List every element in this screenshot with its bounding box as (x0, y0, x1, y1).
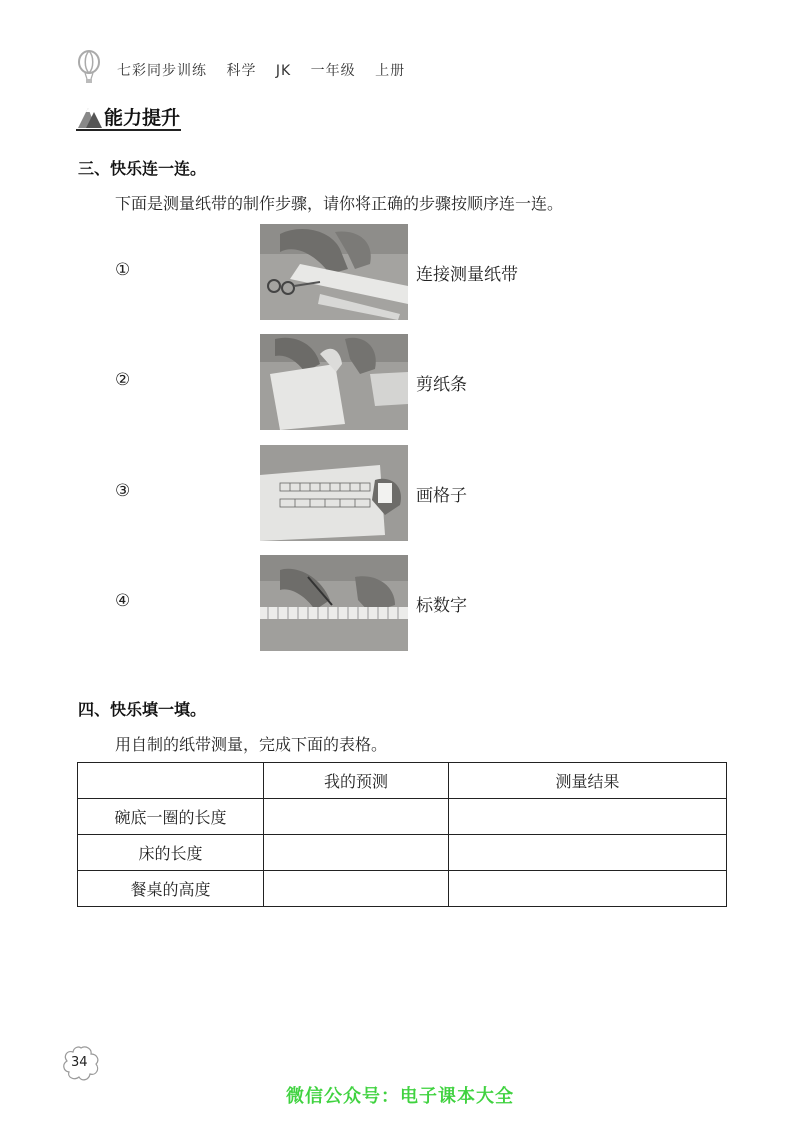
result-cell[interactable] (449, 799, 727, 835)
page-number: 34 (71, 1055, 88, 1070)
row-label-bowl: 碗底一圈的长度 (78, 799, 264, 835)
mountain-icon (76, 102, 104, 128)
header-edition: JK (275, 63, 292, 79)
row-label-table-height: 餐桌的高度 (78, 871, 264, 907)
section-title: 能力提升 (104, 107, 181, 129)
step-label-3: 画格子 (416, 486, 467, 506)
step-label-1: 连接测量纸带 (416, 265, 518, 285)
item-number-4: ④ (115, 591, 131, 611)
photo-cutting-strips (260, 334, 408, 430)
table-row (78, 835, 727, 871)
step-label-2: 剪纸条 (416, 375, 467, 395)
result-cell[interactable] (449, 871, 727, 907)
q4-instruction: 用自制的纸带测量，完成下面的表格。 (115, 735, 388, 754)
q4-title: 四、快乐填一填。 (78, 700, 207, 719)
header-series: 七彩同步训练 (117, 63, 207, 79)
section-underline (76, 129, 181, 131)
prediction-cell[interactable] (264, 835, 449, 871)
photo-marking-numbers (260, 555, 408, 651)
item-number-1: ① (115, 260, 131, 280)
header-subject: 科学 (226, 63, 257, 79)
table-header-empty (78, 763, 264, 799)
prediction-cell[interactable] (264, 871, 449, 907)
table-header-result: 测量结果 (449, 763, 727, 799)
q3-instruction: 下面是测量纸带的制作步骤，请你将正确的步骤按顺序连一连。 (115, 194, 564, 213)
watermark-text: 微信公众号：电子课本大全 (286, 1086, 514, 1107)
item-number-3: ③ (115, 481, 131, 501)
row-label-bed: 床的长度 (78, 835, 264, 871)
header-grade: 一年级 (310, 63, 356, 79)
q3-title: 三、快乐连一连。 (78, 159, 207, 178)
item-number-2: ② (115, 370, 131, 390)
header-volume: 上册 (375, 63, 406, 79)
photo-connecting-strips (260, 224, 408, 320)
table-header-prediction: 我的预测 (264, 763, 449, 799)
result-cell[interactable] (449, 835, 727, 871)
running-header (117, 60, 419, 80)
table-row (78, 799, 727, 835)
table-header-row (78, 763, 727, 799)
measurement-table (77, 762, 727, 907)
balloon-logo-icon (76, 50, 102, 84)
prediction-cell[interactable] (264, 799, 449, 835)
table-row (78, 871, 727, 907)
step-label-4: 标数字 (416, 596, 467, 616)
photo-drawing-grid (260, 445, 408, 541)
